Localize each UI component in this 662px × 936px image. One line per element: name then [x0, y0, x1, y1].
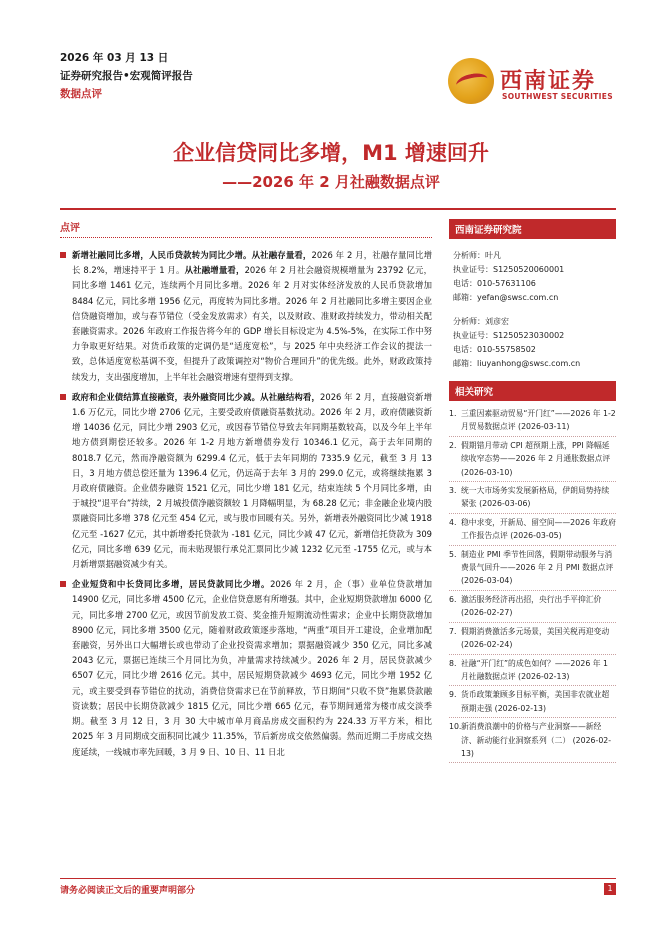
analyst-email[interactable]: 邮箱：yefan@swsc.com.cn	[453, 293, 559, 302]
related-item-number: 8.	[449, 658, 457, 668]
report-subtitle: ——2026 年 2 月社融数据点评	[222, 173, 440, 191]
related-item[interactable]	[449, 407, 616, 437]
related-research-list	[449, 407, 616, 763]
related-item-text: 社融“开门红”的成色如何？——2026 年 1 月社融数据点评 (2026-02-13)	[461, 658, 608, 681]
logo-name-en: SOUTHWEST SECURITIES	[502, 92, 613, 101]
analyst-name: 分析师：叶凡	[453, 251, 501, 260]
related-item-text: 货币政策兼顾多目标平衡，美国非农就业超预期走强 (2026-02-13)	[461, 690, 610, 713]
paragraph-text: 2026 年 2 月社会融资规模增量为 23792 亿元，同比多增 1461 亿元，连续两个月同比多增。2026 年 2 月对实体经济发放的人民币贷款增加 8484 亿元，同比多增 1956 亿元，再度转为同比多增。2026 年 2 月社融同比多增主要因企业信贷融资增加，或与春节错位（受金发放需求）有关，以及财政、准财政持续发力，带动相关配套融资需求。2026 年政府工作报告将今年的 GDP 增长目标设定为 4.5%-5%，在实际工作中努力争取更好结果。对货币政策的定调仍是“适度宽松”，与 2025 年中央经济工作会议的提法一致，总体适度宽松基调不变，但提升了政策调控对“物价合理回升”的优先级。此外，财政政策持续发力，支出强度增加，上半年社会融资增速有望得到支撑。	[72, 265, 432, 382]
related-item-number: 2.	[449, 440, 457, 450]
related-item[interactable]	[449, 548, 616, 591]
paragraph-text: 2026 年 2 月，企（事）业单位贷款增加 14900 亿元，同比多增 4500 亿元，企业信贷意愿有所增强。其中，企业短期贷款增加 6000 亿元，同比多增 2700 亿元，或因节前发放工资、奖金推升短期流动性需求；企业中长期贷款增加 8900 亿元，同比多增 3500 亿元，随着财政政策逐步落地，“两重”项目开工建设，企业增加配套融资，另外出口大幅增长或也带动了企业投资需求增加；票据融资减少 350 亿元，同比多减 2043 亿元，票据已连续三个月同比为负，冲量需求持续减少。2026 年 2 月，居民贷款减少 6507 亿元，同比少增 2616 亿元。其中，居民短期贷款减少 4693 亿元，同比少增 1952 亿元，或主要受到春节错位的扰动，消费信贷需求已在节前释放，节日期间“只收不贷”拖累贷款融资读数；居民中长期贷款减少 1815 亿元，同比少增 665 亿元，春节期间通常为楼市成交淡季期。截至 3 月 12 日，3 月 30 大中城市单月商品房成交面积约为 224.33 万平方米，相比 2025 年 3 月同期成交面积同比减少 11.35%，节后新房成交依然偏弱。然而近期二手房成交热度延续，一线城市率先回暖，3 月 9 日、10 日、11 日北	[72, 579, 432, 757]
report-category: 数据点评	[60, 88, 102, 100]
footer-disclaimer: 请务必阅读正文后的重要声明部分	[60, 886, 196, 896]
related-item[interactable]	[449, 688, 616, 718]
related-item-text: 制造业 PMI 季节性回落，假期带动服务与消费景气回升——2026 年 2 月 PMI 数据点评 (2026-03-04)	[461, 549, 614, 586]
related-item-number: 5.	[449, 549, 457, 559]
paragraph-1	[60, 248, 432, 385]
analyst-name: 分析师：刘彦宏	[453, 317, 509, 326]
analyst-card	[449, 315, 616, 371]
bullet-icon	[60, 581, 66, 587]
footer-divider	[60, 878, 616, 879]
analyst-cert: 执业证号：S1250520060001	[453, 265, 565, 274]
related-item-number: 4.	[449, 517, 457, 527]
paragraph-text: 2026 年 2 月，社融存量同比增长 8.2%，增速持平于 1 月。	[72, 250, 432, 276]
paragraph-3	[60, 577, 432, 759]
related-item-number: 7.	[449, 626, 457, 636]
company-logo	[448, 58, 618, 110]
logo-emblem-icon	[448, 58, 494, 104]
related-item-text: 假期错月带动 CPI 超预期上涨，PPI 降幅延续收窄态势——2026 年 2 月通胀数据点评 (2026-03-10)	[461, 440, 611, 477]
logo-name-cn: 西南证券	[500, 68, 597, 94]
related-item[interactable]	[449, 625, 616, 655]
paragraph-lead: 从社融增量看，	[184, 265, 245, 276]
institute-heading: 西南证券研究院	[449, 219, 616, 239]
bullet-icon	[60, 252, 66, 258]
related-item[interactable]	[449, 516, 616, 546]
paragraph-lead: 企业短贷和中长贷同比多增，居民贷款同比少增。	[72, 579, 271, 590]
related-item-number: 10.	[449, 722, 462, 732]
header-meta	[60, 49, 193, 103]
related-item[interactable]	[449, 657, 616, 687]
related-item-text: 三重因素驱动贸易“开门红”——2026 年 1-2 月贸易数据点评 (2026-03-11)	[461, 409, 616, 432]
related-item-number: 6.	[449, 594, 457, 604]
related-item-text: 稳中求变，开新局、留空间——2026 年政府工作报告点评 (2026-03-05)	[461, 517, 616, 541]
related-item-number: 9.	[449, 690, 457, 700]
analyst-cert: 执业证号：S1250523030002	[453, 331, 565, 340]
related-item-number: 1.	[449, 409, 457, 418]
paragraph-text: 2026 年 2 月，直接融资新增 1.6 万亿元，同比少增 2706 亿元，主要受政府债融资基数扰动。2026 年 2 月，政府债融资新增 14036 亿元，同比少增 2903 亿元，或因春节错位导致去年同期基数较高，以及今年上半年地方债到期偿还较多。2026 年 1-2 月地方新增债券发行 10346.1 亿元，高于去年同期的 8018.7 亿元，然而净融资额为 6299.4 亿元，低于去年同期的 7335.9 亿元，截至 3 月 13 日，3 月地方债总偿还量为 1396.4 亿元，仍远高于去年 3 月的 299.0 亿元，或将继续拖累 3 月政府债融资。企业债券融资 1521 亿元，同比少增 181 亿元，结束连续 5 个月同比多增，由于城投“退平台”持续，2 月城投债净融资额较 1 月降幅明显，为 68.28 亿元；非金融企业境内股票融资同比多增 378 亿元至 454 亿元，或与股市回暖有关。另外，新增表外融资同比少减 1918 亿元至 -1627 亿元，其中新增委托贷款为 -181 亿元，同比少减 47 亿元，新增信托贷款为 309 亿元，同比多增 639 亿元，而未贴现银行承兑汇票同比少减 1232 亿元至 -1755 亿元，或与本月新增票据融资减少有关。	[72, 391, 432, 570]
paragraph-lead: 政府和企业债结算直接融资，表外融资同比少减。从社融结构看，	[72, 391, 321, 402]
related-research-heading: 相关研究	[449, 381, 616, 401]
section-heading: 点评	[60, 219, 432, 238]
analyst-card	[449, 249, 616, 305]
main-content	[60, 219, 432, 765]
sidebar	[449, 219, 616, 765]
related-item-text: 激活服务经济再出招，央行出手平抑汇价 (2026-02-27)	[461, 594, 602, 618]
report-type: 证券研究报告•宏观简评报告	[60, 70, 193, 82]
paragraph-lead: 新增社融同比多增，人民币贷款转为同比少增。从社融存量看，	[72, 250, 312, 260]
analyst-phone: 电话：010-55758502	[453, 345, 536, 354]
related-item-number: 3.	[449, 486, 457, 496]
paragraph-2	[60, 390, 432, 572]
bullet-icon	[60, 394, 66, 400]
related-item-text: 统一大市场务实发展新格局，伊朗局势持续紧张 (2026-03-06)	[461, 486, 610, 509]
report-title: 企业信贷同比多增，M1 增速回升	[173, 141, 489, 165]
title-divider	[60, 208, 616, 210]
report-date: 2026 年 03 月 13 日	[60, 52, 169, 64]
related-item-text: 新消费浪潮中的价格与产业洞察——新经济、新动能行业洞察系列（二） (2026-02-13)	[461, 722, 612, 758]
analyst-email[interactable]: 邮箱：liuyanhong@swsc.com.cn	[453, 359, 581, 368]
related-item[interactable]	[449, 439, 616, 482]
related-item[interactable]	[449, 593, 616, 623]
analyst-phone: 电话：010-57631106	[453, 279, 536, 288]
related-item[interactable]	[449, 484, 616, 514]
related-item-text: 假期消费激活多元场景，美国关税再迎变动 (2026-02-24)	[461, 626, 610, 650]
related-item[interactable]	[449, 720, 616, 763]
page-number: 1	[604, 883, 616, 895]
